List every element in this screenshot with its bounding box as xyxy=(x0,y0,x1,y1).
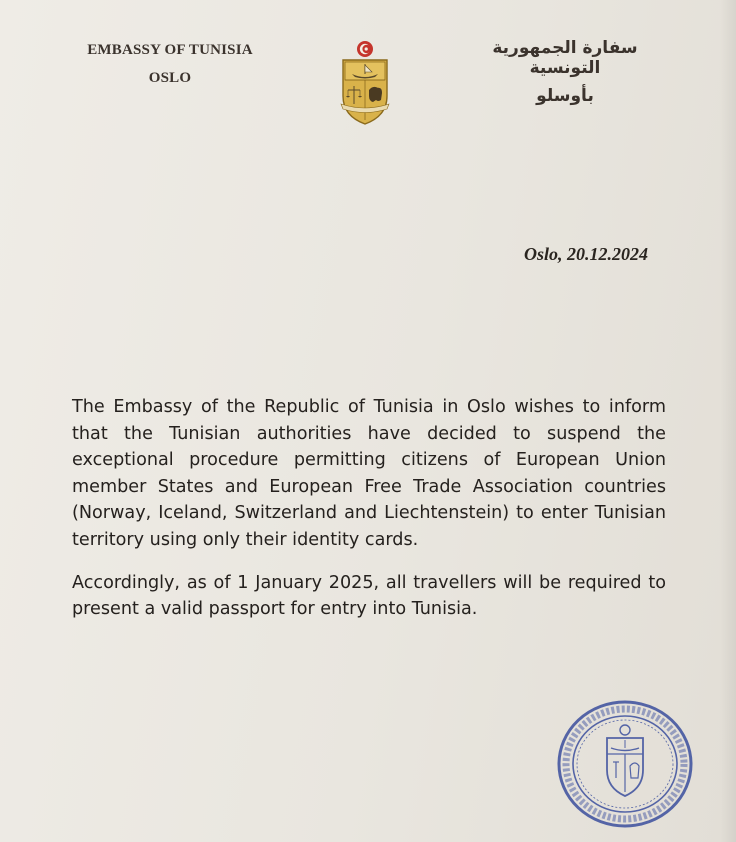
embassy-city: OSLO xyxy=(148,70,192,86)
embassy-title-arabic: سفارة الجمهورية التونسية xyxy=(492,38,638,78)
embassy-city-arabic: بأوسلو xyxy=(536,86,594,106)
body-paragraph: The Embassy of the Republic of Tunisia in Oslo wishes to inform that the Tunisian authorities have decided to suspend the exceptional procedure permitting citizens of European Union member States and European Free Trade Association countries (Norway, Iceland, Switzerland and Liechtenstein) to enter Tunisian territory using only their identity cards. xyxy=(72,397,666,550)
body-paragraph: Accordingly, as of 1 January 2025, all travellers will be required to present a valid passport for entry into Tunisia. xyxy=(72,572,666,620)
embassy-name-arabic xyxy=(455,38,675,106)
embassy-name-english xyxy=(55,42,285,87)
tunisia-coat-of-arms-icon xyxy=(337,40,393,126)
embassy-seal-stamp-icon xyxy=(553,692,697,832)
letter-date: Oslo, 20.12.2024 xyxy=(523,244,648,264)
embassy-title: EMBASSY OF TUNISIA xyxy=(87,42,253,58)
letter-body xyxy=(72,394,666,623)
